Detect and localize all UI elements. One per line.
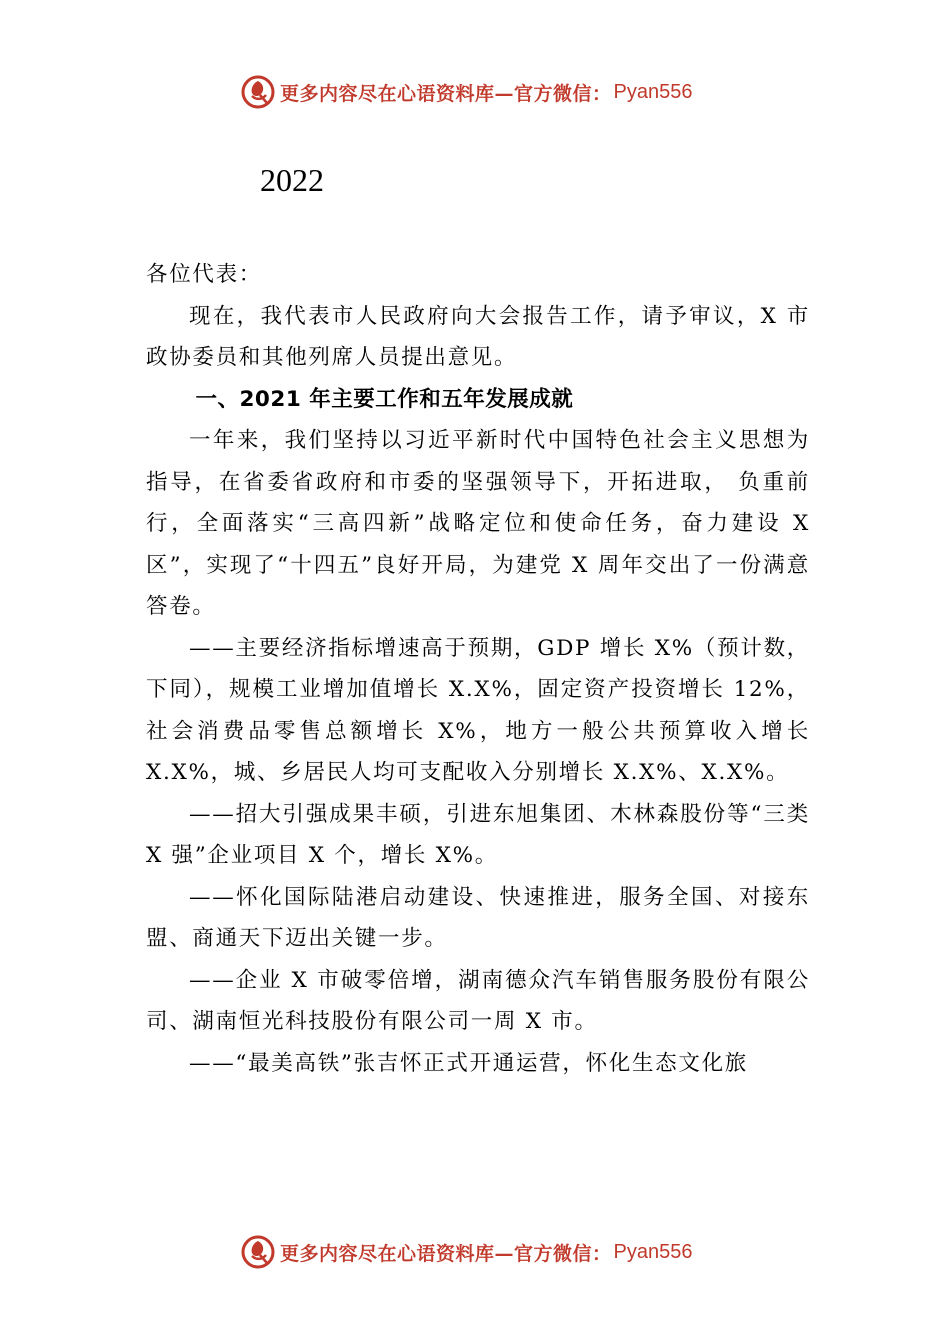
flower-logo-icon: [240, 74, 276, 110]
watermark-footer: [240, 1234, 692, 1270]
paragraph: ——怀化国际陆港启动建设、快速推进，服务全国、对接东盟、商通天下迈出关键一步。: [146, 884, 810, 951]
section-heading: 一、2021 年主要工作和五年发展成就: [195, 386, 574, 412]
paragraph: ——企业 X 市破零倍增，湖南德众汽车销售服务股份有限公司、湖南恒光科技股份有限公司一周 X 市。: [146, 967, 810, 1034]
document-title: 2022: [260, 162, 324, 198]
paragraph: ——招大引强成果丰硕，引进东旭集团、木林森股份等“三类 X 强”企业项目 X 个，增长 X%。: [146, 801, 810, 868]
paragraph: ——主要经济指标增速高于预期，GDP 增长 X%（预计数，下同），规模工业增加值增长 X.X%，固定资产投资增长 12%，社会消费品零售总额增长 X%，地方一般公共预算收入增长 X.X%，城、乡居民人均可支配收入分别增长 X.X%、X.X%。: [146, 635, 810, 785]
salutation: 各位代表：: [146, 262, 263, 287]
document-body: [146, 254, 810, 1084]
watermark-text: 更多内容尽在心语资料库—官方微信：: [280, 1242, 612, 1265]
watermark-id: Pyan556: [613, 1240, 693, 1263]
flower-logo-icon: [240, 1234, 276, 1270]
watermark-text: 更多内容尽在心语资料库—官方微信：: [280, 82, 612, 105]
watermark-id: Pyan556: [613, 80, 693, 103]
paragraph: 现在，我代表市人民政府向大会报告工作，请予审议，X 市政协委员和其他列席人员提出意见。: [146, 303, 810, 370]
watermark-header: [240, 74, 692, 110]
paragraph: ——“最美高铁”张吉怀正式开通运营，怀化生态文化旅: [189, 1050, 748, 1076]
paragraph: 一年来，我们坚持以习近平新时代中国特色社会主义思想为指导，在省委省政府和市委的坚强领导下，开拓进取， 负重前行，全面落实“三高四新”战略定位和使命任务，奋力建设 X 区”，实现了“十四五”良好开局，为建党 X 周年交出了一份满意答卷。: [146, 428, 810, 619]
